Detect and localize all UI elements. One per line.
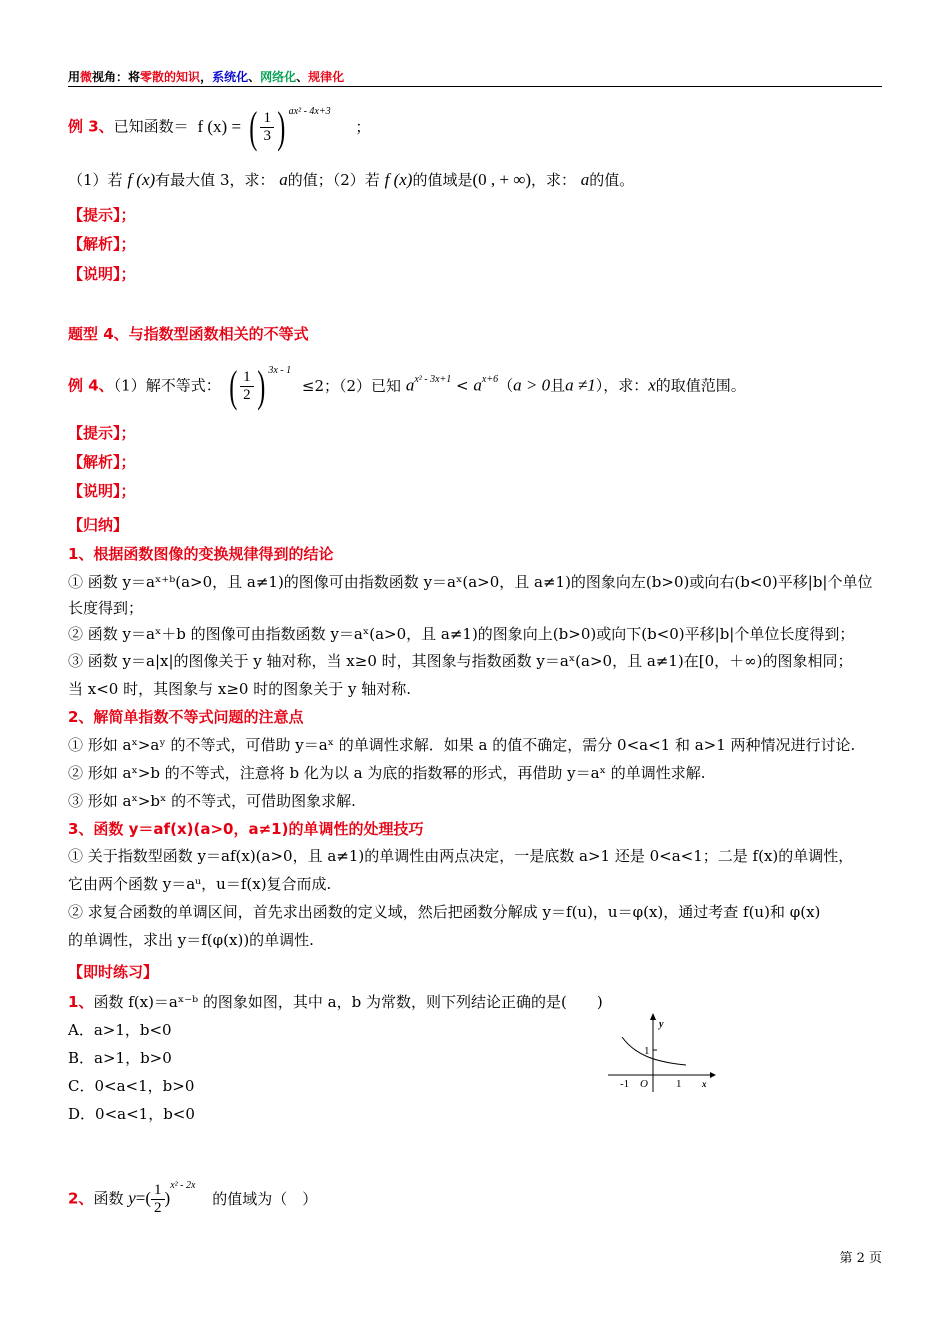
- example-3-label: 例 3、: [68, 117, 114, 136]
- question-text: 有最大值 3，求：: [155, 171, 275, 189]
- header-part: 视角：将: [92, 70, 141, 84]
- math-a: a: [473, 375, 482, 395]
- close-paren: ): [164, 1188, 171, 1208]
- practice-question-2: [68, 1179, 318, 1217]
- practice-question-1: [68, 992, 603, 1012]
- question-text: 函数: [93, 1189, 124, 1208]
- x-label: x: [702, 1079, 707, 1089]
- header-part: 系统化: [212, 70, 249, 84]
- math-condition: a ≠1: [565, 375, 596, 395]
- question-text: 的值；（2）若: [287, 171, 380, 189]
- question-number: 1、: [68, 993, 94, 1011]
- summary-line: 当 x<0 时，其图象与 x≥0 时的图象关于 y 轴对称.: [68, 680, 411, 698]
- summary-line: 长度得到；: [68, 599, 144, 617]
- semicolon: ；: [355, 117, 371, 136]
- math-condition: a > 0: [513, 375, 551, 395]
- left-paren-icon: (: [228, 361, 237, 411]
- summary-line: ① 函数 y＝aˣ⁺ᵇ(a>0，且 a≠1)的图像可由指数函数 y＝aˣ(a>0，且 a≠1)的图象向左(b>0)或向右(b<0)平移|b|个单位: [68, 573, 873, 591]
- math-x: x: [648, 375, 656, 395]
- example-4-text: ≤2；（2）已知: [301, 376, 402, 395]
- denominator: 2: [154, 1200, 162, 1216]
- exponent: x+6: [481, 373, 499, 385]
- exponent: ax² - 4x+3: [288, 105, 331, 117]
- fraction-one-third: [260, 110, 274, 145]
- summary-heading-3: 3、函数 y＝af(x)(a>0，a≠1)的单调性的处理技巧: [68, 820, 424, 838]
- example-3-question: [68, 170, 634, 190]
- math-range: (0 , + ∞): [472, 170, 531, 189]
- exponent: x² - 2x: [170, 1179, 196, 1191]
- summary-line: 的单调性，求出 y＝f(φ(x))的单调性.: [68, 931, 314, 949]
- example-4-analysis: 【解析】；: [68, 453, 136, 471]
- example-4-text: 的取值范围。: [655, 376, 746, 395]
- right-paren-icon: ): [277, 102, 286, 152]
- math-a: a: [405, 375, 415, 395]
- math-y: y: [128, 1188, 136, 1208]
- header-rule: [68, 86, 882, 87]
- summary-line: ② 函数 y＝aˣ＋b 的图像可由指数函数 y＝aˣ(a>0，且 a≠1)的图象向上(b>0)或向下(b<0)平移|b|个单位长度得到；: [68, 625, 855, 643]
- practice-title: 【即时练习】: [68, 963, 159, 981]
- tick-x1-label: 1: [676, 1078, 682, 1090]
- question-text: 的值。: [589, 171, 635, 189]
- math-a: a: [279, 170, 288, 189]
- header-part: 规律化: [308, 70, 345, 84]
- example-4-note: 【说明】；: [68, 482, 136, 500]
- fraction-one-half: [151, 1182, 165, 1217]
- example-4-text: 且: [550, 376, 566, 395]
- tick-y1-label: 1: [644, 1045, 650, 1057]
- summary-line: ② 形如 aˣ>b 的不等式，注意将 b 化为以 a 为底的指数幂的形式，再借助 y＝aˣ 的单调性求解.: [68, 764, 706, 782]
- example-3-statement: [68, 102, 371, 152]
- function-lhs: f (x) =: [197, 116, 242, 136]
- page-header: [68, 68, 344, 85]
- example-3-hint: 【提示】；: [68, 206, 136, 224]
- math-fx: f (x): [127, 170, 156, 189]
- option-b: B．a>1，b>0: [68, 1049, 172, 1067]
- example-3-analysis: 【解析】；: [68, 235, 136, 253]
- tick-xneg1-label: -1: [620, 1078, 630, 1090]
- numerator: 1: [151, 1182, 165, 1200]
- question-number: 2、: [68, 1189, 94, 1208]
- example-4-text: ），求：: [595, 376, 649, 395]
- right-paren-icon: ): [256, 361, 266, 411]
- exponential-graph: [600, 1010, 720, 1095]
- numerator: 1: [260, 110, 274, 128]
- origin-label: O: [640, 1078, 648, 1090]
- denominator: 3: [263, 128, 271, 144]
- denominator: 2: [243, 387, 251, 403]
- summary-line: ② 求复合函数的单调区间，首先求出函数的定义域，然后把函数分解成 y＝f(u)，u＝φ(x)，通过考查 f(u)和 φ(x): [68, 903, 821, 921]
- summary-title: 【归纳】: [68, 516, 129, 534]
- option-d: D．0<a<1，b<0: [68, 1105, 195, 1123]
- section-title-type-4: 题型 4、与指数型函数相关的不等式: [68, 325, 309, 343]
- example-3-intro: 已知函数＝: [113, 117, 189, 136]
- example-3-note: 【说明】；: [68, 265, 136, 283]
- left-paren-icon: (: [249, 102, 258, 152]
- equals-paren: =(: [135, 1188, 152, 1208]
- summary-line: ③ 函数 y＝a|x|的图像关于 y 轴对称，当 x≥0 时，其图象与指数函数 y＝aˣ(a>0，且 a≠1)在[0，＋∞)的图象相同；: [68, 652, 853, 670]
- exponent: 3x - 1: [268, 364, 292, 376]
- y-label: y: [659, 1019, 664, 1030]
- less-than: <: [456, 376, 469, 395]
- example-4-hint: 【提示】；: [68, 424, 136, 442]
- x-axis-arrow-icon: [710, 1072, 716, 1078]
- y-axis-arrow-icon: [650, 1013, 656, 1020]
- page-number: 第 2 页: [839, 1251, 882, 1266]
- math-fx: f (x): [384, 170, 413, 189]
- option-a: A．a>1，b<0: [68, 1021, 172, 1039]
- question-text: 的值域是: [412, 171, 473, 189]
- question-text: ，求：: [530, 171, 576, 189]
- header-part: 微: [80, 70, 93, 84]
- question-text: 函数 f(x)＝aˣ⁻ᵇ 的图象如图，其中 a，b 为常数，则下列结论正确的是( ): [93, 993, 603, 1011]
- example-4-text: （: [498, 376, 514, 395]
- header-part: 、: [248, 70, 261, 84]
- summary-line: ① 形如 aˣ>aʸ 的不等式，可借助 y＝aˣ 的单调性求解．如果 a 的值不确定，需分 0<a<1 和 a>1 两种情况进行讨论.: [68, 736, 856, 754]
- fraction-one-half: [240, 369, 254, 404]
- exponent: x² - 3x+1: [414, 373, 452, 385]
- header-part: 、: [296, 70, 309, 84]
- summary-line: ③ 形如 aˣ>bˣ 的不等式，可借助图象求解.: [68, 792, 356, 810]
- question-text: （1）若: [68, 171, 123, 189]
- math-a: a: [580, 170, 590, 189]
- header-part: ，: [200, 70, 213, 84]
- header-part: 网络化: [260, 70, 297, 84]
- summary-heading-2: 2、解简单指数不等式问题的注意点: [68, 708, 304, 726]
- example-4-statement: [68, 361, 746, 411]
- question-text: 的值域为（ ）: [212, 1189, 318, 1208]
- header-part: 用: [68, 70, 81, 84]
- numerator: 1: [240, 369, 254, 387]
- summary-line: ① 关于指数型函数 y＝af(x)(a>0，且 a≠1)的单调性由两点决定，一是底数 a>1 还是 0<a<1；二是 f(x)的单调性，: [68, 847, 854, 865]
- summary-line: 它由两个函数 y＝aᵘ，u＝f(x)复合而成.: [68, 875, 332, 893]
- curve: [622, 1037, 686, 1065]
- header-part: 零散的知识: [140, 70, 201, 84]
- summary-heading-1: 1、根据函数图像的变换规律得到的结论: [68, 545, 334, 563]
- example-4-label: 例 4、: [68, 376, 114, 395]
- example-4-text: （1）解不等式：: [113, 376, 221, 395]
- option-c: C．0<a<1，b>0: [68, 1077, 195, 1095]
